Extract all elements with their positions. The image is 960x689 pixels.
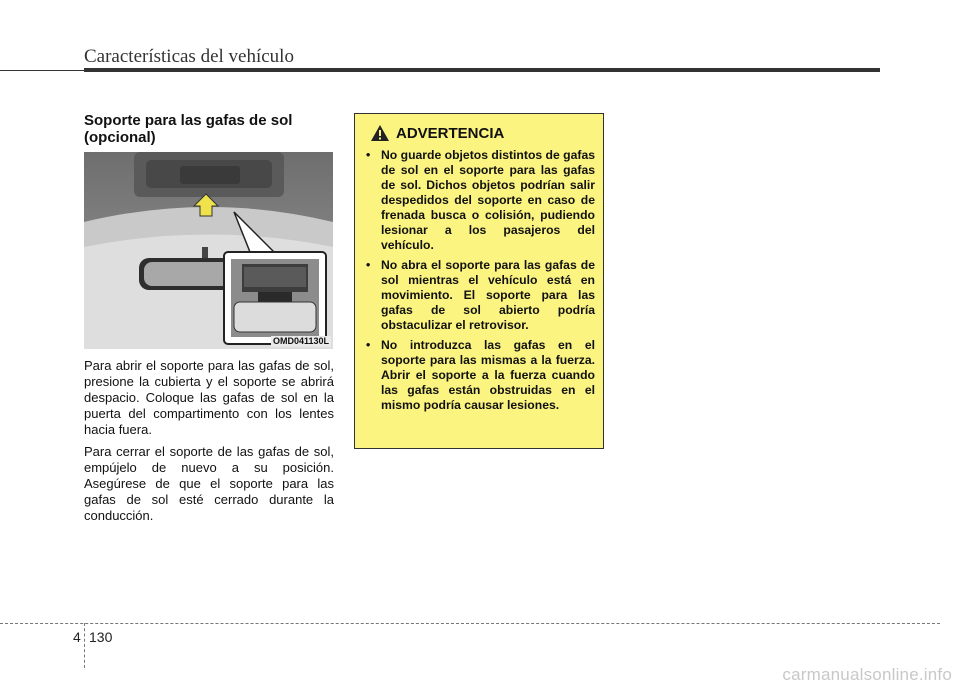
warning-item	[363, 338, 595, 413]
watermark: carmanualsonline.info	[782, 665, 952, 684]
paragraph-close: Para cerrar el soporte de las gafas de sol, empújelo de nuevo a su posición. Asegúrese de que el soporte para las gafas de sol esté cerrado durante la conducción.	[84, 444, 334, 523]
warning-header	[370, 124, 595, 142]
footer-divider	[84, 623, 85, 668]
bullet: •	[366, 338, 371, 352]
figure-caption: OMD041130L	[272, 336, 329, 346]
sunglass-holder-illustration	[84, 152, 333, 349]
page-number: 130	[89, 629, 113, 645]
warning-item-text: No introduzca las gafas en el soporte para las mismas a la fuerza. Abrir el soporte a la fuerza cuando las gafas están obstruidas en el mismo podría causar lesiones.	[381, 338, 595, 412]
section-title: Soporte para las gafas de sol (opcional)	[84, 112, 293, 146]
page-header-title: Características del vehículo	[84, 46, 294, 67]
paragraph-open: Para abrir el soporte para las gafas de sol, presione la cubierta y el soporte se abrirá despacio. Coloque las gafas de sol en la puerta del compartimento con los lentes hacia fuera.	[84, 358, 334, 437]
warning-item-text: No abra el soporte para las gafas de sol mientras el vehículo está en movimiento. El soporte para las gafas de sol abierto podría obstaculizar el retrovisor.	[381, 258, 595, 332]
header-rule-thick	[84, 68, 880, 72]
chapter-number: 4	[73, 629, 81, 645]
warning-box	[354, 113, 604, 449]
warning-item	[363, 258, 595, 333]
bullet: •	[366, 258, 371, 272]
body-text	[84, 358, 334, 530]
warning-list	[363, 148, 595, 413]
footer-rule	[0, 623, 940, 624]
warning-title: ADVERTENCIA	[396, 124, 505, 142]
bullet: •	[366, 148, 371, 162]
warning-item	[363, 148, 595, 253]
warning-triangle-icon	[370, 124, 390, 142]
warning-item-text: No guarde objetos distintos de gafas de sol en el soporte para las gafas de sol. Dichos objetos podrían salir despedidos del soporte en caso de frenada busca o colisión, pudiendo lesionar a los pasajeros del vehículo.	[381, 148, 595, 252]
